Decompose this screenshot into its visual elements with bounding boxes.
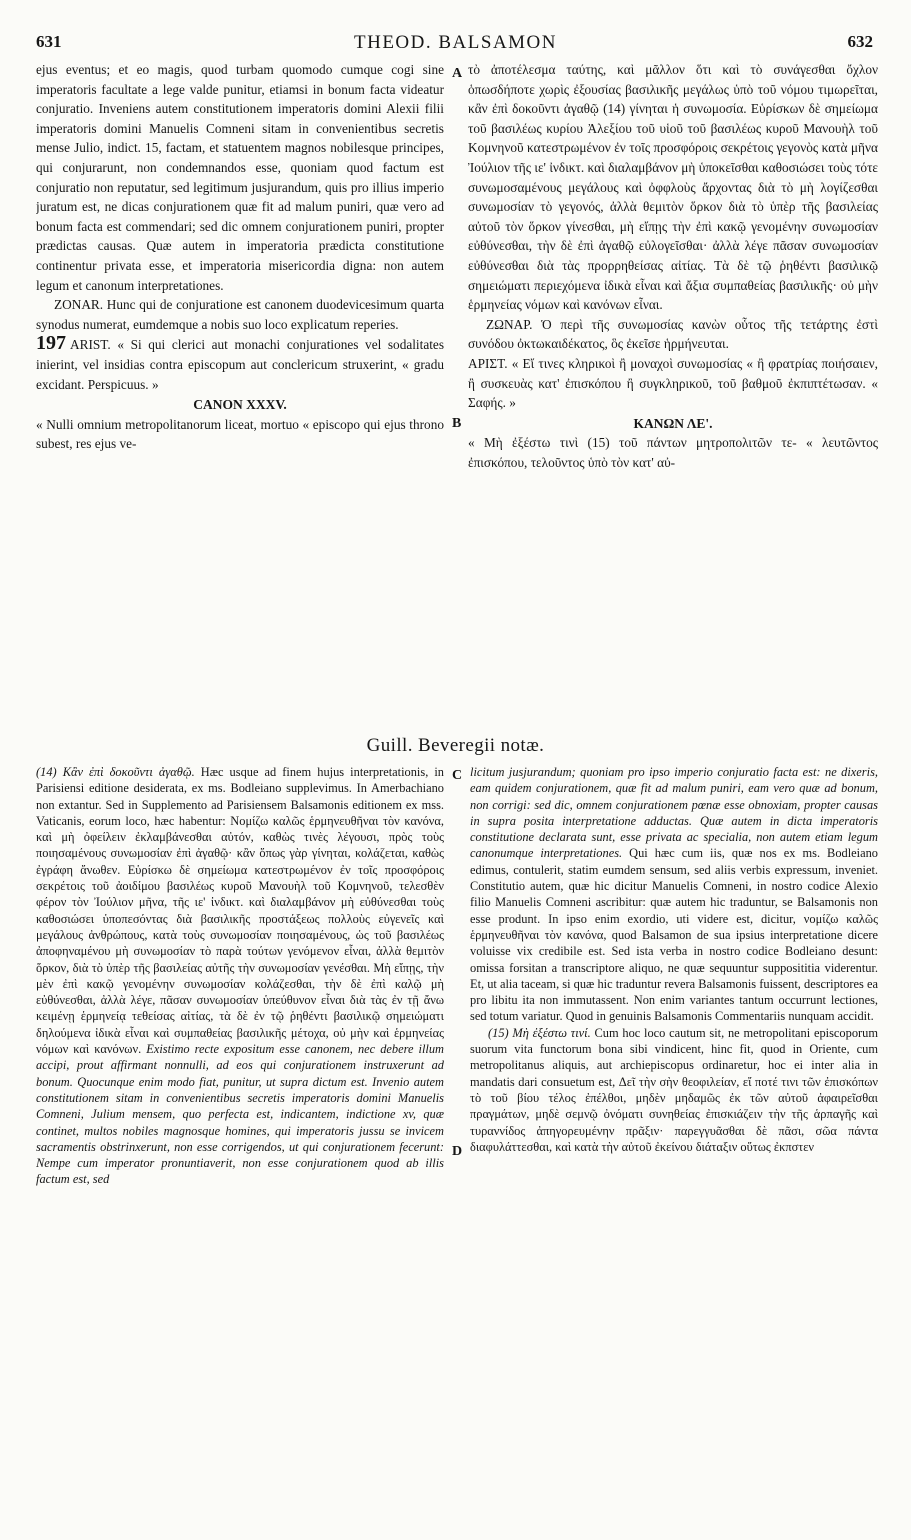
notes-left-column — [36, 764, 444, 1534]
latin-paragraph: ejus eventus; et eo magis, quod turbam quomodo cumque cogi sine imperatoris facultate a lege valde punitur, etiamsi in bonum facta videatur conjuratio. Inveniens autem constitutionem imperatoris domini Alexii filii imperatoris domini Manuelis Comneni sitam in convenientibus secretis mense Julio, indict. 15, factam, et statuentem magnos nobilesque principes, qui conjurarunt, non condemnandos esse, quoniam quod factum est conjuratio non reputatur, sed legitimum jusjurandum, quis pro illius imperio juratum est, ne dicas conjurationem quæ fit ad malum puniri, quæ vero ad bonum facta est commendari; sed dic omnem conjurationem puniri, propter prædictas causas. Quæ autem in imperatoria prædicta constitutione continentur privata esse, et imperatoria misericordia digna: non autem legum et canonum interpretationes. — [36, 62, 444, 293]
zonaras-latin: ZONAR. Hunc qui de conjuratione est canonem duodevicesimum quarta synodus numerat, eumdemque a nobis suo loco explicatum reperies. — [36, 297, 444, 332]
note-15 — [470, 1025, 878, 1155]
page-number-right: 632 — [847, 32, 873, 51]
notes-right-column — [470, 764, 878, 1534]
margin-marker-d: D — [452, 1144, 463, 1159]
note-14-commentary: Qui hæc cum iis, quæ nos ex ms. Bodleiano edimus, contulerit, statim eumdem sensum, sed aliis verbis expressum, inveniet. Constitutio autem, quæ hic dicitur Manuelis Comneni, in nostro codice Alexio filio Manuelis Comneni ascribitur: quæ autem hic traduntur, se Balsamonis non esse produnt. In ipso enim exordio, uti videre est, dicitur, νομίζω καλῶς ἑρμηνευθῆναι τὸν κανόνα, quod Balsamon de sua ipsius interpretatione dicere voluisse vix credibile est. Sed ista verba in nostro codice Bodleiano desunt: omissa forsitan a transcriptore aliquo, ne quæ sequuntur supposititia viderentur. Et, ut alia taceam, si quæ hic traduntur revera Balsamonis fuissent, descriptores ea pro libitu ita non immutassent. Non enim variantes tantum occurrunt lectiones, sed totum variatur. Quod in genuinis Balsamonis Commentariis nunquam accidit. — [470, 846, 878, 1024]
greek-column — [468, 60, 878, 730]
note-14-translation: Existimo recte expositum esse canonem, nec debere illum accipi, prout affirmant nonnulli, ad eos qui conjurationem instruxerunt ad bonum. Quocunque enim modo fiat, punitur, ut supra dictum est. Invenio autem constitutionem sitam in convenientibus secretis imperatoris domini Manuelis Comneni, Julium mensem, quo perfecta est, indicantem, indictione xv, quæ continet, multos nobiles magnosque homines, qui imperatoris jussu se invicem sacramentis obstrinxerunt, non esse corrigendos, ut qui conjurationem fecerunt: Nempe cum imperator pronuntiaverit, non esse conjurationem quod ab illis factum est, sed — [36, 1042, 444, 1187]
note-15-text: Cum hoc loco cautum sit, ne metropolitani episcoporum suorum vita functorum bona sibi vindicent, hinc fit, quod in Oriente, cum metropolitanus aliquis, aut archiepiscopus ordinaretur, hoc ei inter alia in mandatis dari consuetum est, Δεῖ τὴν σὴν θεοφιλείαν, εἴ ποτέ τινι τῶν ἐπισκόπων τὸ τοῦ βίου τέλος ἐπέλθοι, μηδὲν μηδαμῶς ἐκ τῶν αὐτοῦ ἀφαιρεῖσθαι πραγμάτων, μηδὲ σεμνῷ ὀνόματι συνηθείας ἐπισκιάζειν τὴν τῆς ἁρπαγῆς καὶ τυραννίδος ἀπηγορευμένην πρᾶξιν· παρεγγυᾶσθαι δὲ πᾶσι, σῶα πάντα διαφυλάττεσθαι, καὶ κατὰ τὴν αὐτοῦ ἐκείνου διάταξιν οὕτως ἐκπστεν — [470, 1025, 878, 1154]
page-number-left: 631 — [36, 32, 62, 51]
greek-paragraph: τὸ ἀποτέλεσμα ταύτης, καὶ μᾶλλον ὅτι καὶ τὸ συνάγεσθαι ὄχλον ὁπωσδήποτε χωρὶς ἐξουσίας βασιλικῆς μεγάλως ὑπὸ τοῦ νόμου τιμωρεῖται, κἂν ἐπὶ δοκοῦντι ἀγαθῷ (14) γίνηται ἡ συνωμοσία. Εὑρίσκων δὲ σημείωμα τοῦ βασιλέως κυρίου Ἀλεξίου τοῦ υἱοῦ τοῦ βασιλέως κυροῦ Μανουὴλ τοῦ Κομνηνοῦ κατεστρωμένον ἐν τοῖς προσφόροις σεκρέτοις γεγονὸς κατὰ μῆνα Ἰούλιον τῆς ιε' ἰνδικτ. καὶ διαλαμβάνον μὴ ὑποκεῖσθαι καθοσιώσει τοὺς τότε συνωμοσαμένους μεγάλους καὶ ὀφφλοὺς ἄρχοντας διὰ τὸ μὴ λογίζεσθαι συνωμοσίαν τὸ γεγονός, ἀλλὰ θεμιτὸν ὅρκον διὰ τὸ ὑπὲρ τῆς βασιλείας αὐτοῦ τὸν ὅρκον γίνεσθαι, μὴ εἴπῃς τὴν ἐπὶ κακῷ γενομένην συνωμοσίαν εὐθύνεσθαι, τὴν δὲ ἐπὶ ἀγαθῷ εὐλογεῖσθαι· ἀλλὰ λέγε πᾶσαν συνωμοσίαν εὐθύνεσθαι διὰ τὰς προρρηθείσας αἰτίας. Τὰ δὲ τῷ ῥηθέντι βασιλικῷ σημειώματι περιεχόμενα ἰδικὰ εἶναι καὶ ἄξια συμπαθείας βασιλικῆς· οὐ μὴν ἑρμηνείας νόμων καὶ κανόνων εἶναι. — [468, 62, 878, 313]
page-header — [0, 32, 911, 58]
note-14-translation-end: licitum jusjurandum; quoniam pro ipso imperio conjuratio facta est: ne dixeris, eam quidem conjurationem, quæ fit ad malum puniri, eam vero quæ ad bonum, non corrigi: sed dic, omnem conjurationem pœnæ esse obnoxiam, propter causas in supra posita interpretatione adductas. Quæ autem in dicta imperatoris constitutione declarata sunt, esse privata ac specialia, non autem etiam legum canonumque interpretationes. — [470, 765, 878, 861]
margin-marker-b: B — [452, 416, 462, 431]
aristenus-greek: ΑΡΙΣΤ. « Εἴ τινες κληρικοὶ ἢ μοναχοὶ συνωμοσίας « ἢ φρατρίας ποιήσαιεν, ἢ συσκευὰς κατ' ἐπισκόπου ἢ συγκληρικοῦ, τοῦ βαθμοῦ ἐκπιπτέτωσαν. « Σαφής. » — [468, 355, 878, 411]
note-14-text: Hæc usque ad finem hujus interpretationis, in Parisiensi editione desiderata, ex ms. Bodleiano supplevimus. In Amerbachiano non extantur. Sed in Supplemento ad Parisiensem Balsamonis editionem ex mss. Vaticanis, eorum loco, hæc habentur: Νομίζω καλῶς ἑρμηνευθῆναι τὸν κανόνα, καὶ μὴ ὀφείλειν ἐκλαμβάνεσθαι αὐτόν, καθὼς τινὲς λέγουσι, πρὸς τοὺς ποιησαμένους συνωμοσίαν ἐπὶ ἀγαθῷ· κἂν ὅπως γὰρ γίνηται, κολάζεται, καθὼς ἐγράφη ἄνωθεν. Εὑρίσκω δὲ σημείωμα κατεστρωμένον ἐν τοῖς προσφόροις σεκρέτοις τοῦ ἀοιδίμου βασιλέως κυροῦ Μανουὴλ τοῦ Κομνηνοῦ, τελεσθὲν φέρον τὸν Ἰούλιον μῆνα, τῆς ιε' ἰνδικτ. καὶ διαλαμβάνον μὴ εὐθύνεσθαι τοὺς καθοσιώσει ὑποπεσόντας διὰ βασιλικῆς προστάξεως πολλοὺς εὐγενεῖς καὶ μεγάλους ἀνθρώπους, κατὰ τοὺς συνωμοσίαν ποιησαμένους, ὡς τοῦ βασιλέως ἀποφηναμένου μὴ συνωμοσίαν τὸ παρὰ τούτων γενόμενον εἶναι, ἀλλὰ θεμιτὸν ὅρκον, διὰ τὸ ὑπὲρ τῆς βασιλείας αὐτῆς τὴν συνωμοσίαν γενέσθαι. Μὴ εἴπῃς, τὴν μὲν ἐπὶ κακῷ γενομένην συνωμοσίαν κολάζεσθαι, τὴν δὲ ἐπὶ καλῷ μὴ εὐθύνεσθαι, ἀλλὰ λέγε, πᾶσαν συνωμοσίαν ὑπεύθυνον εἶναι διὰ τὰς ἐν τῇ ἄνω κειμένῃ ἑρμηνείᾳ τεθείσας αἰτίας, τὰ δὲ ἐν τῷ ῥηθέντι βασιλικῷ σημειώματι δηλούμενα ἰδικὰ εἶναι καὶ συμπαθείας βασιλικῆς μέτοχα, οὐ μὴν καὶ ἑρμηνείας νόμων καὶ κανόνων. — [36, 765, 444, 1057]
note-14-continued — [470, 764, 878, 1025]
margin-marker-a: A — [452, 66, 463, 81]
aristenus-latin: ARIST. « Si qui clerici aut monachi conjurationes vel sodalitates inierint, vel insidias contra episcopum aut conclericum struxerint, « gradu excidant. Perspicuus. » — [36, 337, 444, 392]
note-14 — [36, 764, 444, 1188]
latin-column — [36, 60, 444, 730]
running-title: THEOD. BALSAMON — [354, 32, 557, 53]
canon-text-greek: « Μὴ ἐξέστω τινὶ (15) τοῦ πάντων μητροπολιτῶν τε- « λευτῶντος ἐπισκόπου, τελοῦντος ὑπὸ τὸν κατ' αὐ- — [468, 435, 878, 470]
zonaras-greek: ΖΩΝΑΡ. Ὁ περὶ τῆς συνωμοσίας κανὼν οὗτος τῆς τετάρτης ἐστὶ συνόδου ὀκτωκαιδέκατος, ὃς ἐκεῖσε ἡρμήνευται. — [468, 316, 878, 352]
note-15-lemma: (15) Μὴ ἐξέστω τινί. — [488, 1025, 591, 1040]
canon-text-latin: « Nulli omnium metropolitanorum liceat, mortuo « episcopo qui ejus throno subest, res ejus ve- — [36, 416, 444, 452]
note-14-lemma: (14) Κἂν ἐπὶ δοκοῦντι ἀγαθῷ. — [36, 765, 195, 779]
notes-title: Guill. Beveregii notæ. — [366, 735, 545, 756]
canon-heading-greek: ΚΑΝΩΝ ΛΕ'. — [633, 415, 713, 431]
section-number: 197 — [36, 332, 66, 355]
canon-heading-latin: CANON XXXV. — [193, 397, 287, 413]
margin-marker-c: C — [452, 768, 463, 783]
